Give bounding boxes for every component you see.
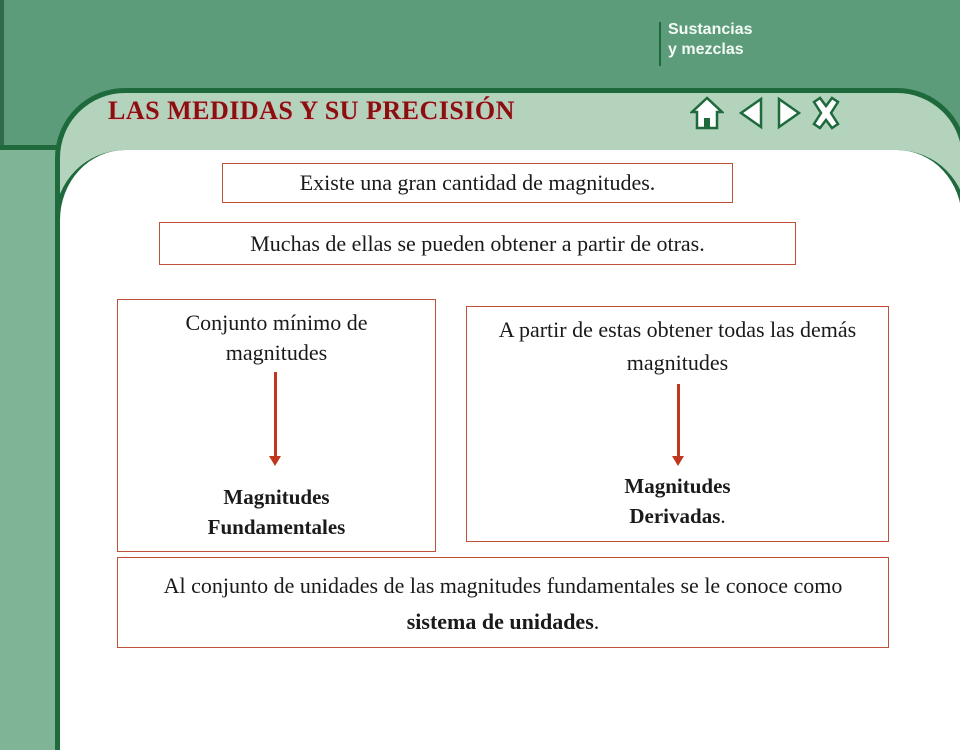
section-label — [668, 20, 752, 60]
derived-result-line1: Magnitudes — [624, 474, 731, 498]
fundamental-result-line1: Magnitudes — [223, 485, 330, 509]
previous-icon[interactable] — [738, 96, 764, 130]
statement-box-1 — [222, 163, 733, 203]
section-divider — [659, 22, 661, 66]
fundamental-result-line2: Fundamentales — [207, 515, 346, 539]
derived-arrow — [677, 384, 680, 458]
derived-result-suffix: . — [720, 504, 726, 528]
page-title: LAS MEDIDAS Y SU PRECISIÓN — [108, 96, 515, 125]
derived-result-line2: Derivadas — [629, 504, 721, 528]
section-label-line1: Sustancias — [668, 21, 753, 38]
statement-text-2: Muchas de ellas se pueden obtener a partir de otras. — [250, 231, 705, 256]
system-units-box — [117, 557, 889, 648]
section-label-line2: y mezclas — [668, 41, 744, 58]
fundamental-description: Conjunto mínimo de magnitudes — [185, 310, 368, 365]
system-units-text: Al conjunto de unidades de las magnitudes fundamentales se le conoce como — [163, 573, 843, 598]
home-icon[interactable] — [690, 96, 724, 130]
fundamental-arrow — [274, 372, 277, 458]
close-icon[interactable] — [810, 96, 842, 130]
statement-box-2 — [159, 222, 796, 265]
system-units-suffix: . — [593, 609, 600, 634]
derived-description: A partir de estas obtener todas las demás magnitudes — [498, 317, 857, 375]
next-icon[interactable] — [776, 96, 802, 130]
system-units-bold: sistema de unidades — [406, 609, 594, 634]
statement-text-1: Existe una gran cantidad de magnitudes. — [299, 170, 656, 195]
